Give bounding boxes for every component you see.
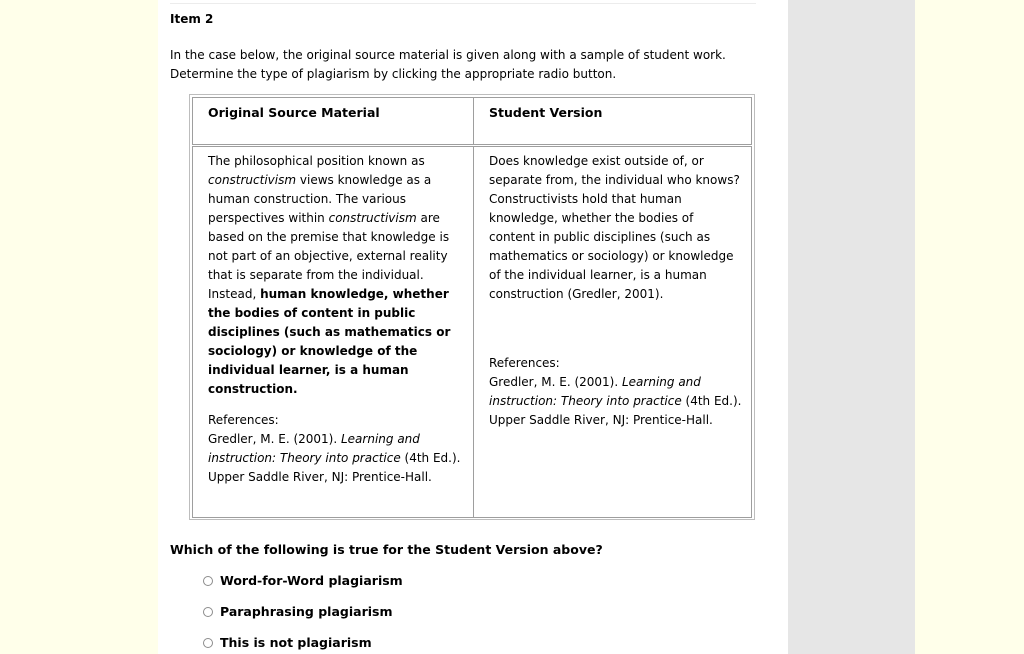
instructions-text: In the case below, the original source material is given along with a sample of student work. Determine the type of plagiarism by clicking the appropriate radio button.: [170, 48, 726, 81]
option-label: Word-for-Word plagiarism: [220, 573, 403, 588]
option-label: Paraphrasing plagiarism: [220, 604, 393, 619]
option-label: This is not plagiarism: [220, 635, 372, 650]
student-version-text: Does knowledge exist outside of, or separate from, the individual who knows? Constructivists hold that human knowledge, whether the bodies of content in public disciplines (such as mathematics or sociology) or knowledge of the individual learner, is a human construction (Gredler, 2001).: [489, 154, 740, 301]
right-sidebar: [788, 0, 915, 654]
item-title: Item 2: [170, 12, 214, 26]
original-source-text: The philosophical position known as constructivism views knowledge as a human construction. The various perspectives within constructivism are based on the premise that knowledge is not part of an objective, external reality that is separate from the individual. Instead, human knowledge, whether the bodies of content in public disciplines (such as mathematics or sociology) or knowledge of the individual learner, is a human construction.: [208, 154, 451, 396]
top-divider: [170, 3, 756, 4]
option-word-for-word[interactable]: [203, 573, 403, 588]
question-text: Which of the following is true for the Student Version above?: [170, 542, 603, 557]
option-paraphrasing[interactable]: [203, 604, 392, 619]
radio-button[interactable]: [203, 638, 213, 648]
radio-button[interactable]: [203, 607, 213, 617]
student-version-cell: [473, 146, 752, 518]
source-comparison-table: [189, 94, 755, 520]
student-version-header: Student Version: [473, 97, 752, 145]
radio-button[interactable]: [203, 576, 213, 586]
original-references: References: Gredler, M. E. (2001). Learning and instruction: Theory into practice (4th Ed.). Upper Saddle River, NJ: Prentice-Hall.: [208, 413, 461, 484]
student-references: References: Gredler, M. E. (2001). Learning and instruction: Theory into practice (4th Ed.). Upper Saddle River, NJ: Prentice-Hall.: [489, 356, 742, 427]
original-source-cell: [192, 146, 474, 518]
option-not-plagiarism[interactable]: [203, 635, 372, 650]
original-source-header: Original Source Material: [192, 97, 474, 145]
